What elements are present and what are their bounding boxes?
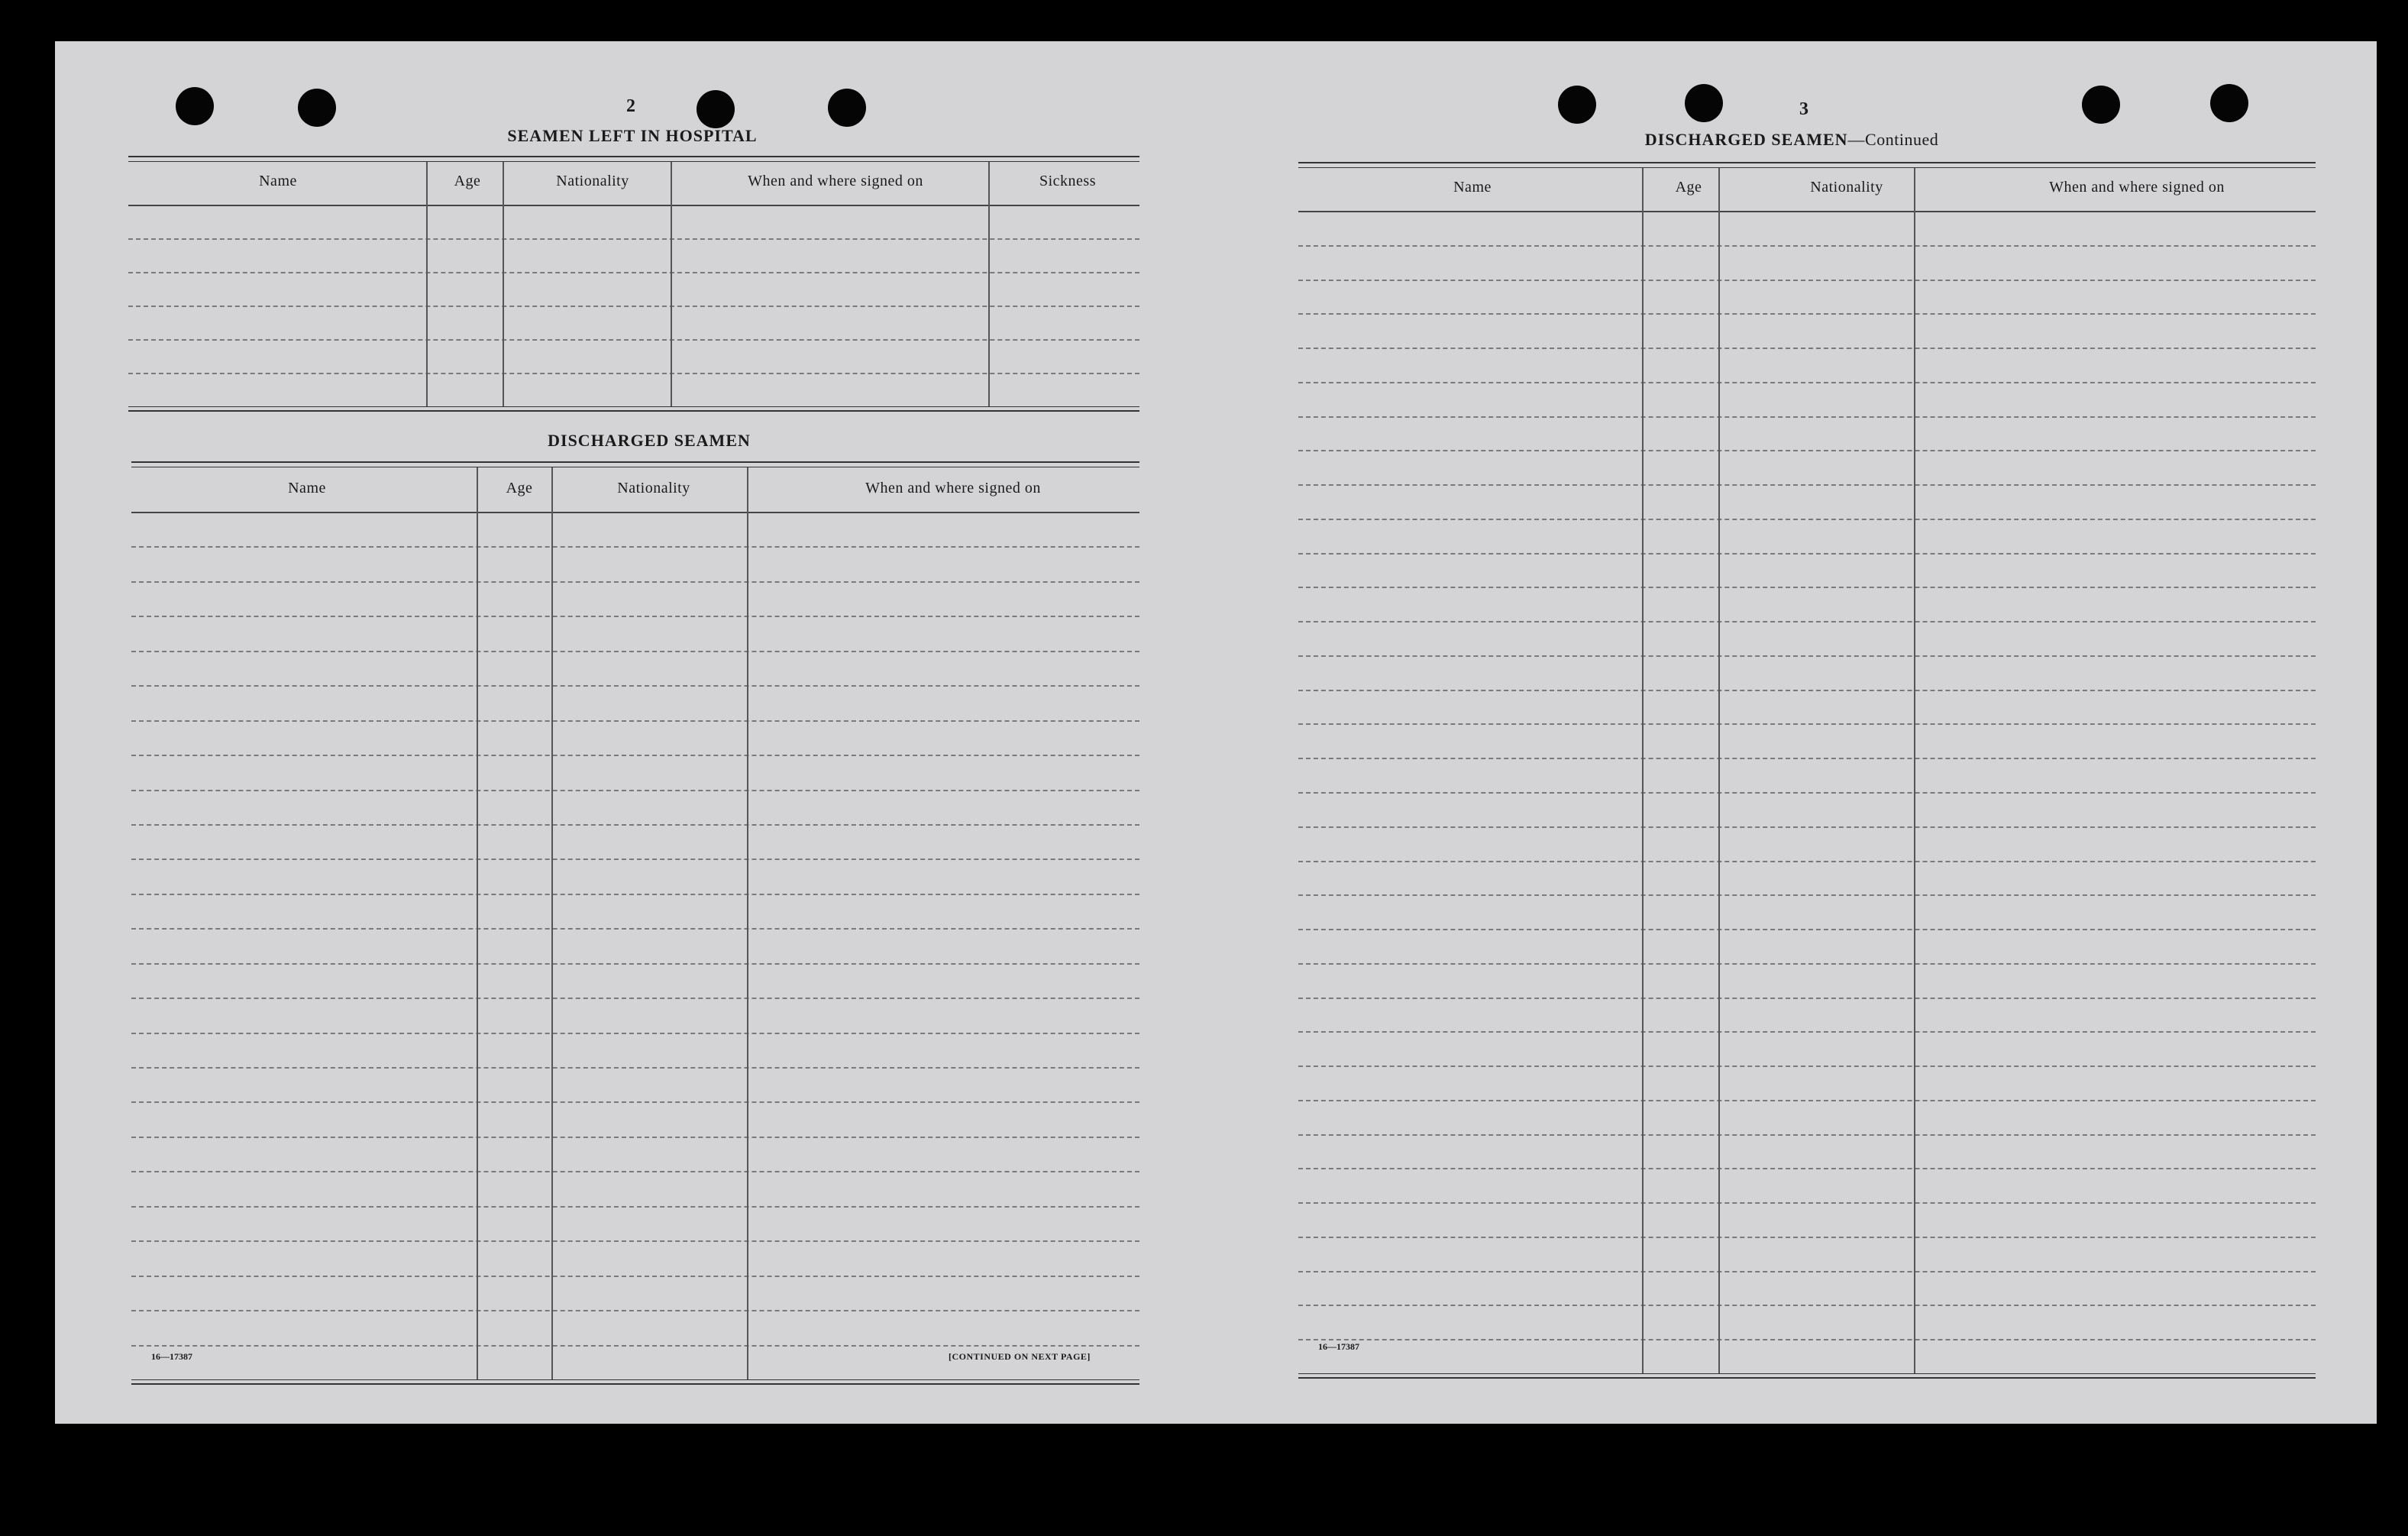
punch-hole <box>176 87 214 125</box>
blank-row-line <box>131 928 1139 930</box>
column-divider <box>426 162 428 406</box>
col-header-age: Age <box>506 480 533 496</box>
blank-row-line <box>131 1067 1139 1069</box>
continued-note: [CONTINUED ON NEXT PAGE] <box>949 1351 1091 1362</box>
blank-row-line <box>1298 792 2316 794</box>
blank-row-line <box>131 581 1139 583</box>
col-header-name: Name <box>1453 179 1492 196</box>
discharged-table-right <box>1298 162 2316 1378</box>
blank-row-line <box>131 963 1139 965</box>
section-title-suffix: —Continued <box>1847 130 1939 149</box>
punch-hole <box>2082 86 2120 124</box>
blank-row-line <box>1298 1065 2316 1067</box>
blank-row-line <box>1298 382 2316 383</box>
blank-row-line <box>131 546 1139 548</box>
blank-row-line <box>1298 1202 2316 1204</box>
col-header-nationality: Nationality <box>556 173 629 189</box>
blank-row-line <box>1298 998 2316 999</box>
blank-row-line <box>1298 245 2316 247</box>
hospital-section-title: SEAMEN LEFT IN HOSPITAL <box>507 126 758 145</box>
blank-row-line <box>131 720 1139 722</box>
col-header-signed-on: When and where signed on <box>865 480 1041 496</box>
blank-row-line <box>131 651 1139 652</box>
discharged-section-title: DISCHARGED SEAMEN <box>548 431 751 450</box>
blank-row-line <box>131 685 1139 687</box>
blank-row-line <box>1298 450 2316 451</box>
column-divider <box>1718 168 1720 1373</box>
punch-hole <box>697 90 735 128</box>
column-divider <box>671 162 672 406</box>
blank-row-line <box>131 1206 1139 1208</box>
punch-hole <box>2210 84 2248 122</box>
col-header-age: Age <box>454 173 481 189</box>
blank-row-line <box>1298 655 2316 657</box>
blank-row-line <box>1298 313 2316 315</box>
form-code-left: 16—17387 <box>151 1351 192 1362</box>
header-rule <box>131 512 1139 513</box>
table-bottom-rule <box>128 406 1139 412</box>
blank-row-line <box>131 1137 1139 1138</box>
col-header-name: Name <box>288 480 326 496</box>
blank-row-line <box>1298 1168 2316 1169</box>
blank-row-line <box>1298 519 2316 520</box>
blank-row-line <box>1298 758 2316 759</box>
table-bottom-rule <box>131 1379 1139 1385</box>
blank-row-line <box>1298 348 2316 349</box>
blank-row-line <box>1298 484 2316 486</box>
blank-row-line <box>131 755 1139 756</box>
blank-row-line <box>1298 621 2316 622</box>
blank-row-line <box>1298 1237 2316 1238</box>
col-header-signed-on: When and where signed on <box>2049 179 2225 196</box>
table-top-rule <box>131 461 1139 467</box>
discharged-continued-title <box>1645 130 1938 150</box>
blank-row-line <box>1298 690 2316 691</box>
punch-hole <box>1685 84 1723 122</box>
blank-row-line <box>1298 861 2316 862</box>
column-divider <box>1914 168 1915 1373</box>
col-header-nationality: Nationality <box>1810 179 1883 196</box>
blank-row-line <box>131 1033 1139 1034</box>
blank-row-line <box>1298 723 2316 725</box>
blank-row-line <box>131 859 1139 860</box>
punch-hole <box>298 89 336 127</box>
page-number-left: 2 <box>626 96 635 116</box>
column-divider <box>503 162 504 406</box>
col-header-name: Name <box>259 173 297 189</box>
table-top-rule <box>128 156 1139 162</box>
header-rule <box>1298 211 2316 212</box>
table-bottom-rule <box>1298 1373 2316 1379</box>
column-divider <box>551 467 553 1379</box>
blank-row-line <box>131 1345 1139 1347</box>
col-header-nationality: Nationality <box>617 480 690 496</box>
blank-row-line <box>1298 929 2316 930</box>
blank-row-line <box>1298 553 2316 555</box>
punch-hole <box>1558 86 1596 124</box>
blank-row-line <box>131 1101 1139 1103</box>
blank-row-line <box>131 616 1139 617</box>
blank-row-line <box>131 1276 1139 1277</box>
table-top-rule <box>1298 162 2316 168</box>
blank-row-line <box>131 1310 1139 1311</box>
blank-row-line <box>1298 587 2316 588</box>
blank-row-line <box>1298 963 2316 965</box>
form-code-right: 16—17387 <box>1318 1341 1359 1352</box>
blank-row-line <box>1298 1305 2316 1306</box>
column-divider <box>477 467 478 1379</box>
blank-row-line <box>1298 1031 2316 1033</box>
blank-row-line <box>1298 1271 2316 1272</box>
blank-row-line <box>1298 280 2316 281</box>
blank-row-line <box>1298 1339 2316 1340</box>
blank-row-line <box>1298 1134 2316 1136</box>
blank-row-line <box>1298 1100 2316 1101</box>
column-divider <box>1642 168 1644 1373</box>
page-number-right: 3 <box>1799 99 1808 119</box>
blank-row-line <box>131 790 1139 791</box>
blank-row-line <box>1298 826 2316 828</box>
discharged-table-left <box>131 461 1139 1384</box>
blank-row-line <box>1298 894 2316 896</box>
blank-row-line <box>1298 416 2316 418</box>
blank-row-line <box>131 1240 1139 1242</box>
blank-row-line <box>131 824 1139 826</box>
blank-row-line <box>131 998 1139 999</box>
blank-row-line <box>131 894 1139 895</box>
column-divider <box>747 467 748 1379</box>
col-header-signed-on: When and where signed on <box>748 173 923 189</box>
blank-row-line <box>131 1171 1139 1172</box>
document-sheet <box>55 41 2377 1424</box>
punch-hole <box>828 89 866 127</box>
column-divider <box>988 162 990 406</box>
hospital-table <box>128 156 1139 411</box>
section-title-text: DISCHARGED SEAMEN <box>1644 130 1848 149</box>
col-header-age: Age <box>1675 179 1702 196</box>
col-header-sickness: Sickness <box>1039 173 1096 189</box>
